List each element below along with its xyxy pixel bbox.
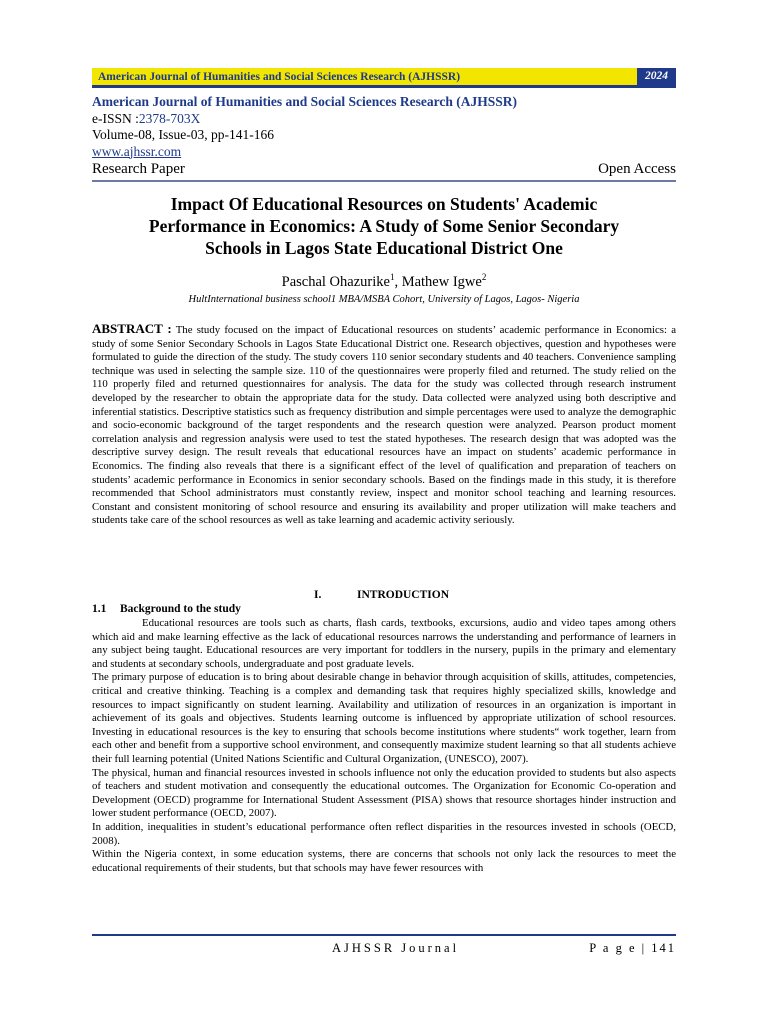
header-year: 2024: [637, 68, 676, 85]
abstract-label: ABSTRACT :: [92, 321, 172, 336]
author-affiliation-mark: 2: [481, 272, 487, 282]
author-affiliation: HultInternational business school1 MBA/MSBA Cohort, University of Lagos, Lagos- Nigeria: [188, 294, 580, 305]
paragraph: The primary purpose of education is to bring about desirable change in behavior through acquisition of skills, attitudes, competencies, critical and creative thinking. Teaching is a complex and demanding task that requires highly specialized skills, knowledge and resources to impact significantly on student learning. Availability and utilization of resources in an organization is important in achievement of its goals and objectives. Students learning outcome is influenced by appropriate utilization of school resources. Investing in educational resources is the key to ensuring that schools become institutions where students“ work together, learn from each other and benefit from a supportive school environment, and consequently maximize student learning so that all students achieve their full learning potential (United Nations Scientific and Cultural Organization, (UNESCO), 2007).: [92, 671, 676, 765]
open-access-label: Open Access: [598, 161, 676, 177]
subsection-heading: [92, 603, 676, 615]
journal-name: American Journal of Humanities and Social Sciences Research (AJHSSR): [92, 94, 517, 109]
issn-label: e-ISSN :: [92, 110, 139, 126]
title-line: Performance in Economics: A Study of Some Senior Secondary: [148, 216, 620, 236]
abstract: [92, 322, 676, 528]
subsection-number: 1.1: [92, 603, 107, 615]
footer-journal: AJHSSR Journal: [332, 941, 460, 955]
authors: [92, 272, 676, 291]
journal-website-link[interactable]: www.ajhssr.com: [92, 143, 182, 159]
paper-title: [92, 193, 676, 259]
paper-page: [92, 0, 676, 1024]
header-journal-title: American Journal of Humanities and Social Sciences Research (AJHSSR): [98, 70, 461, 83]
footer-divider: [92, 934, 676, 936]
abstract-text: The study focused on the impact of Educational resources on students’ academic performance in Economics: a study of some Senior Secondary Schools in Lagos State Educational District one. Research objectives, question and hypotheses were formulated to guide the direction of the study. The study covers 110 senior secondary students and 40 teachers. Convenience sampling technique was used in selecting the sample size. 110 of the questionnaires were properly filed and returned. The study relied on the 110 properly filed and returned questionnaires for analysis. The data for the study was collected through research instrument developed by the researcher to obtain the appropriate data for the study. Data collected were analyzed using both descriptive and inferential statistics. Descriptive statistics such as frequency distribution and simple percentages were used to analyze the demographic and socio-economic background of the target respondents and the research question were analyzed. Pearson product moment correlation analysis and regression analysis were used to test the stated hypotheses. The research design that was adopted was the descriptive survey design. The result reveals that educational resources have an impact on students’ academic performance in Economics. The finding also reveals that there is a significant effect of the level of qualification and preparation of teachers on students’ academic performance in Economics in senior secondary schools. Based on the findings made in this study, it is therefore recommended that School administrators must constantly review, inspect and monitor school teaching and learning resources. Constant and consistent monitoring of school resource and ensuring its availability and proper utilization will make teachers and students take care of the school resources as well as take learning and academic activity seriously.: [92, 324, 676, 527]
subsection-title: Background to the study: [120, 603, 241, 615]
paragraph: The physical, human and financial resources invested in schools influence not only the education provided to students but also aspects of teachers and student motivation and consequently the educational outcomes. The Organization for Economic Co-operation and Development (OECD) programme for International Student Assessment (PISA) shows that resource shortages hinder instruction and lower student performance (OECD, 2007).: [92, 766, 676, 820]
author-separator: ,: [394, 273, 402, 290]
author-affiliation-mark: 1: [389, 272, 395, 282]
journal-volume: Volume-08, Issue-03, pp-141-166: [92, 127, 274, 142]
issn-value: 2378-703X: [138, 110, 201, 126]
footer-page-number: P a g e | 141: [589, 941, 676, 955]
body-text: [92, 617, 676, 875]
research-paper-label: Research Paper: [92, 161, 185, 177]
journal-info: [92, 94, 676, 160]
journal-header-bar: [92, 68, 676, 88]
paragraph: Educational resources are tools such as charts, flash cards, textbooks, excursions, audio and video tapes among others which aid and make learning effective as the lack of educational resources narrows the understanding and performance of learners in any subject being taught. Educational resources are very important for toddlers in the nursery, pupils in the primary and elementary and students at secondary schools, undergraduate and post graduate levels.: [92, 617, 676, 670]
title-line: Impact Of Educational Resources on Students' Academic: [170, 194, 598, 214]
paper-type-row: [92, 161, 676, 182]
author-name: Mathew Igwe: [401, 273, 482, 290]
journal-issn: [92, 111, 676, 128]
title-line: Schools in Lagos State Educational District One: [205, 238, 563, 258]
paragraph: In addition, inequalities in student’s educational performance often reflect disparities in the resources invested in schools (OECD, 2008).: [92, 820, 676, 847]
section-title: INTRODUCTION: [357, 589, 450, 601]
paragraph: Within the Nigeria context, in some education systems, there are concerns that schools not only lack the resources to meet the educational requirements of their students, but that schools may have fewer resources with: [92, 848, 676, 874]
author-name: Paschal Ohazurike: [281, 273, 390, 290]
section-number: I.: [314, 589, 322, 601]
